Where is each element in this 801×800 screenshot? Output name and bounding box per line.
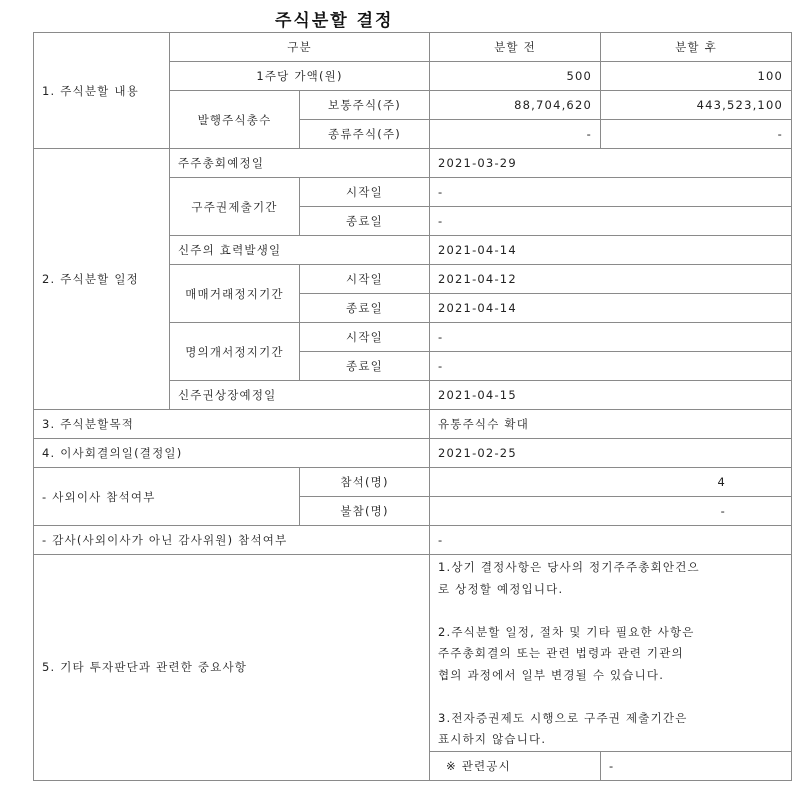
effective-date-value: 2021-04-14 [430,236,792,265]
purpose-label: 3. 주식분할목적 [34,410,430,439]
preferred-shares-after: - [601,120,792,149]
present-value: 4 [430,468,792,497]
related-disclosure-value: - [601,751,792,780]
note1-line2: 로 상정할 예정입니다. [438,581,564,596]
section2-label: 2. 주식분할 일정 [34,149,170,410]
transfer-suspend-end-label: 종료일 [300,352,430,381]
common-shares-label: 보통주식(주) [300,91,430,120]
transfer-suspend-start-label: 시작일 [300,323,430,352]
trading-suspend-end-value: 2021-04-14 [430,294,792,323]
par-value-after: 100 [601,62,792,91]
transfer-suspend-start-value: - [430,323,792,352]
trading-suspend-end-label: 종료일 [300,294,430,323]
trading-suspend-label: 매매거래정지기간 [170,265,300,323]
page-title: 주식분할 결정 [275,11,394,31]
trading-suspend-start-value: 2021-04-12 [430,265,792,294]
note2-line3: 협의 과정에서 일부 변경될 수 있습니다. [438,667,665,682]
old-cert-end-label: 종료일 [300,207,430,236]
common-shares-after: 443,523,100 [601,91,792,120]
present-label: 참석(명) [300,468,430,497]
meeting-date-label: 주주총회예정일 [170,149,430,178]
total-shares-label: 발행주식총수 [170,91,300,149]
transfer-suspend-label: 명의개서정지기간 [170,323,300,381]
old-cert-period-label: 구주권제출기간 [170,178,300,236]
notes-cell [430,555,792,752]
common-shares-before: 88,704,620 [430,91,601,120]
note2-line1: 2.주식분할 일정, 절차 및 기타 필요한 사항은 [438,624,695,639]
absent-label: 불참(명) [300,497,430,526]
note3-line2: 표시하지 않습니다. [438,732,547,746]
par-value-before: 500 [430,62,601,91]
stock-split-table [33,32,792,781]
old-cert-start-label: 시작일 [300,178,430,207]
trading-suspend-start-label: 시작일 [300,265,430,294]
note3-line1: 3.전자증권제도 시행으로 구주권 제출기간은 [438,710,688,725]
auditor-value: - [430,526,792,555]
transfer-suspend-end-value: - [430,352,792,381]
header-before: 분할 전 [430,33,601,62]
note2-line2: 주주총회결의 또는 관련 법령과 관련 기관의 [438,646,684,660]
note-spacer [438,600,783,622]
header-after: 분할 후 [601,33,792,62]
effective-date-label: 신주의 효력발생일 [170,236,430,265]
board-date-label: 4. 이사회결의일(결정일) [34,439,430,468]
header-category: 구분 [170,33,430,62]
old-cert-start-value: - [430,178,792,207]
listing-date-value: 2021-04-15 [430,381,792,410]
board-date-value: 2021-02-25 [430,439,792,468]
meeting-date-value: 2021-03-29 [430,149,792,178]
section1-label: 1. 주식분할 내용 [34,33,170,149]
listing-date-label: 신주권상장예정일 [170,381,430,410]
old-cert-end-value: - [430,207,792,236]
absent-value: - [430,497,792,526]
preferred-shares-label: 종류주식(주) [300,120,430,149]
related-disclosure-label: ※ 관련공시 [430,751,601,780]
section5-label: 5. 기타 투자판단과 관련한 중요사항 [34,555,430,781]
outside-directors-label: - 사외이사 참석여부 [34,468,300,526]
par-value-label: 1주당 가액(원) [170,62,430,91]
purpose-value: 유통주식수 확대 [430,410,792,439]
note-spacer [438,686,783,708]
preferred-shares-before: - [430,120,601,149]
auditor-label: - 감사(사외이사가 아닌 감사위원) 참석여부 [34,526,430,555]
note1-line1: 1.상기 결정사항은 당사의 정기주주총회안건으 [438,560,700,574]
